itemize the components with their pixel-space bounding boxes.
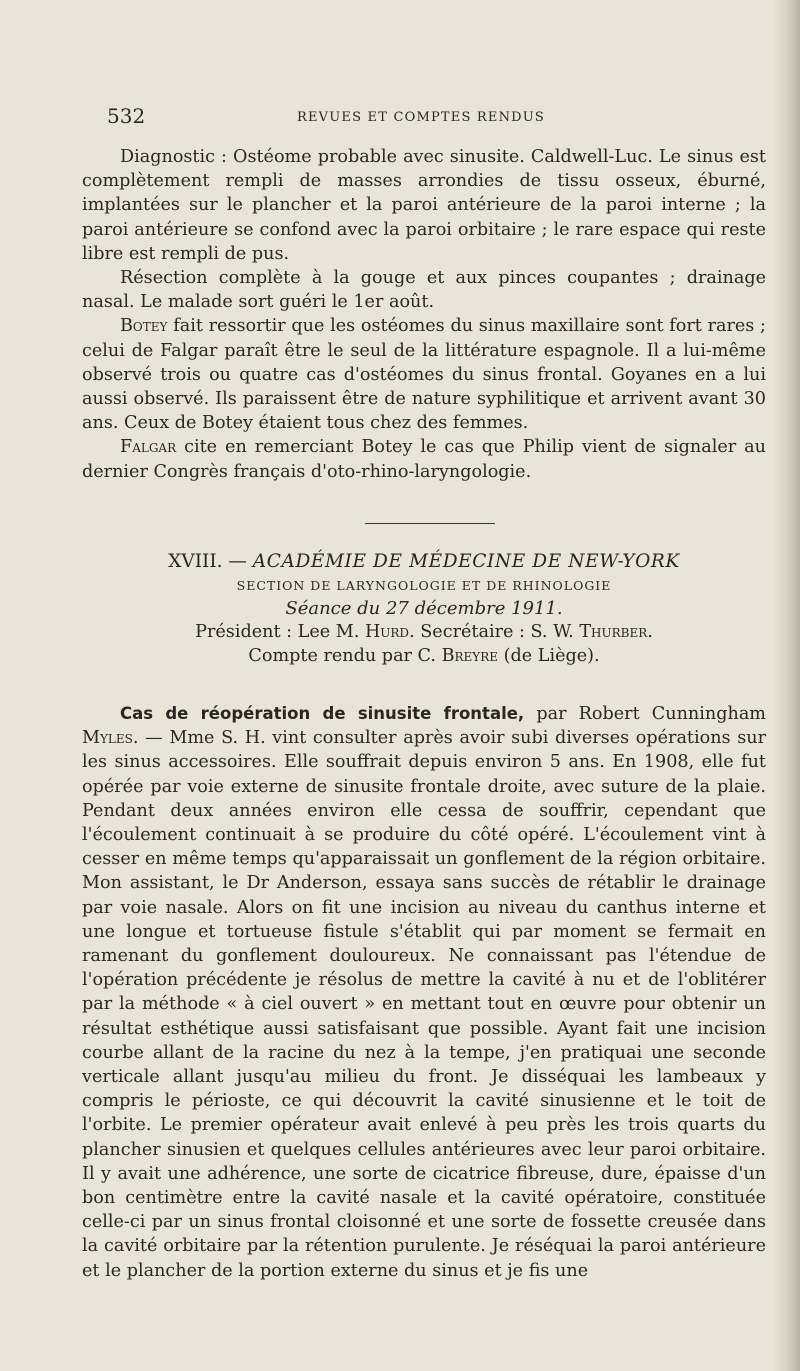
case-body: . — Mme S. H. vint consulter après avoir subi diverses opérations sur les sinus accessoires. Elle souffrait depuis environ 5 ans. En 1908, elle fut opérée par voie externe de sinusite frontale droite, avec suture de la plaie. Pendant deux années environ elle cessa de souffrir, cependant que l'écoulement continuait à se produire du côté opéré. L'écoulement vint à cesser en même temps qu'apparaissait un gonflement de la région orbitaire. Mon assistant, le Dr Anderson, essaya sans succès de rétablir le drainage par voie nasale. Alors on fit une incision au niveau du canthus interne et une longue et tortueuse fistule s'établit qui par moment se fermait en ramenant du gonflement douloureux. Ne connaissant pas l'étendue de l'opération précédente je résolus de mettre la cavité à nu et de l'oblitérer par la méthode « à ciel ouvert » en mettant tout en œuvre pour obtenir un résultat esthétique aussi satisfaisant que possible. Ayant fait une incision courbe allant de la racine du nez à la tempe, j'en pratiquai une seconde verticale allant jusqu'au milieu du front. Je disséquai les lambeaux y compris le périoste, ce qui découvrit la cavité sinusienne et le toit de l'orbite. Le premier opérateur avait enlevé à peu près les trois quarts du plancher sinusien et quelques cellules antérieures avec leur paroi orbitaire. Il y avait une adhérence, une sorte de cicatrice fibreuse, dure, épaisse d'un bon centimètre entre la cavité nasale et la cavité opératoire, constituée celle-ci par un sinus frontal cloisonné et une sorte de fossette creusée dans la cavité orbitaire par la rétention purulente. Je réséquai la paroi antérieure et le plancher de la portion externe du sinus et je fis une	[82, 728, 766, 1281]
report-line	[82, 646, 766, 666]
paragraph-resection: Résection complète à la gouge et aux pinces coupantes ; drainage nasal. Le malade sort guéri le 1er août.	[82, 268, 766, 313]
section-title-text: ACADÉMIE DE MÉDECINE DE NEW-YORK	[252, 551, 680, 572]
secretary-name: Thurber	[579, 622, 648, 642]
case-author-name: Myles	[82, 728, 133, 749]
session-date-text: Séance du 27 décembre 1911.	[285, 598, 563, 619]
case-title: Cas de réopération de sinusite frontale,	[120, 704, 525, 723]
page-header	[107, 104, 767, 134]
section-number: XVIII. —	[168, 551, 253, 572]
president-label: Président : Lee M.	[195, 622, 365, 642]
report-end: (de Liège).	[498, 646, 600, 666]
secretary-end: .	[647, 622, 653, 642]
case-text-block	[82, 702, 766, 1283]
president-name: Hurd	[364, 622, 410, 642]
author-name: Botey	[120, 316, 168, 337]
paragraph-falgar	[82, 435, 766, 483]
paragraph-diagnostic: Diagnostic : Ostéome probable avec sinusite. Caldwell-Luc. Le sinus est complètement rempli de masses arrondies de tissu osseux, éburné, implantées sur le plancher et la paroi antérieure de la paroi interne ; la paroi antérieure se confond avec la paroi orbitaire ; le rare espace qui reste libre est rempli de pus.	[82, 147, 766, 264]
paragraph-text: fait ressortir que les ostéomes du sinus maxillaire sont fort rares ; celui de Falgar paraît être le seul de la littérature espagnole. Il a lui-même observé trois ou quatre cas d'ostéomes du sinus frontal. Goyanes en a lui aussi observé. Ils paraissent être de nature syphilitique et arrivent avant 30 ans. Ceux de Botey étaient tous chez des femmes.	[82, 316, 766, 434]
case-paragraph	[82, 702, 766, 1283]
top-text-block	[82, 145, 766, 484]
secretary-label: . Secrétaire : S. W.	[409, 622, 580, 642]
session-date	[82, 598, 766, 619]
section-divider	[365, 523, 495, 524]
section-subtitle: SECTION DE LARYNGOLOGIE ET DE RHINOLOGIE	[236, 578, 612, 593]
officers-line	[82, 622, 766, 642]
case-author-intro: par Robert Cunningham	[524, 704, 766, 724]
report-author: Breyre	[441, 646, 499, 666]
author-name: Falgar	[120, 437, 177, 458]
report-label: Compte rendu par C.	[248, 646, 442, 666]
paragraph-text: cite en remerciant Botey le cas que Philip vient de signaler au dernier Congrès français d'oto-rhino-laryngologie.	[82, 437, 766, 482]
page-number: 532	[107, 104, 146, 128]
running-title: REVUES ET COMPTES RENDUS	[297, 110, 546, 125]
section-title	[82, 551, 766, 572]
paragraph-botey	[82, 314, 766, 435]
